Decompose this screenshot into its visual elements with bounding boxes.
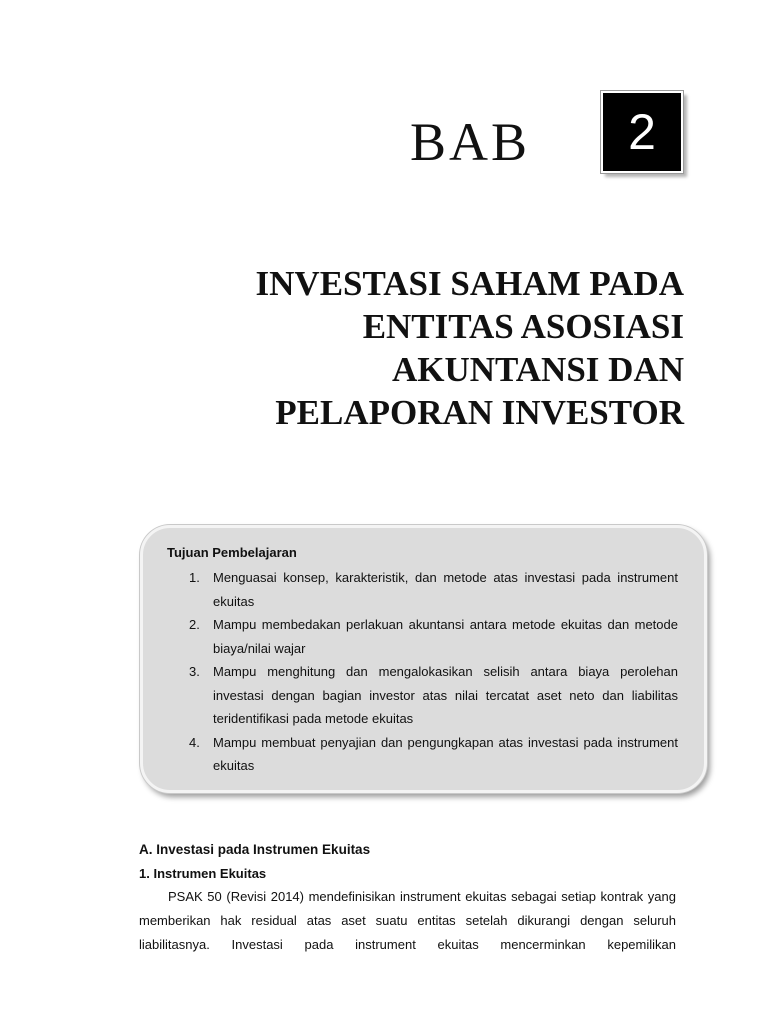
objective-number: 2. xyxy=(189,617,200,632)
chapter-title xyxy=(144,262,684,434)
body-paragraph: PSAK 50 (Revisi 2014) mendefinisikan instrument ekuitas sebagai setiap kontrak yang memberikan hak residual atas aset suatu entitas setelah dikurangi dengan seluruh liabilitasnya. Investasi pada instrument ekuitas mencerminkan kepemilikan xyxy=(139,889,676,952)
chapter-label: BAB xyxy=(410,112,531,172)
objective-item xyxy=(167,731,678,778)
objective-item xyxy=(167,660,678,731)
objective-number: 4. xyxy=(189,734,200,750)
objective-item xyxy=(167,566,678,613)
objective-number: 3. xyxy=(189,664,200,679)
chapter-title-line: PELAPORAN INVESTOR xyxy=(275,393,684,432)
objective-text: Mampu membedakan perlakuan akuntansi antara metode ekuitas dan metode biaya/nilai wajar xyxy=(213,617,678,656)
objective-text: Mampu menghitung dan mengalokasikan selisih antara biaya perolehan investasi dengan bagian investor atas nilai tercatat aset neto dan liabilitas teridentifikasi pada metode ekuitas xyxy=(213,664,678,726)
objective-text: Mampu membuat penyajian dan pengungkapan atas investasi pada instrument ekuitas xyxy=(213,734,678,773)
objective-item xyxy=(167,613,678,660)
chapter-title-line: INVESTASI SAHAM PADA xyxy=(255,264,684,303)
learning-objectives-box xyxy=(140,525,707,793)
chapter-number-badge: 2 xyxy=(601,91,683,173)
objectives-heading: Tujuan Pembelajaran xyxy=(167,545,297,560)
objective-number: 1. xyxy=(189,570,200,585)
objectives-list xyxy=(167,566,678,778)
subsection-heading: 1. Instrumen Ekuitas xyxy=(139,866,267,881)
chapter-title-line: AKUNTANSI DAN xyxy=(391,350,684,389)
objective-text: Menguasai konsep, karakteristik, dan metode atas investasi pada instrument ekuitas xyxy=(213,570,678,609)
chapter-title-line: ENTITAS ASOSIASI xyxy=(362,307,684,346)
section-heading: A. Investasi pada Instrumen Ekuitas xyxy=(139,842,371,857)
